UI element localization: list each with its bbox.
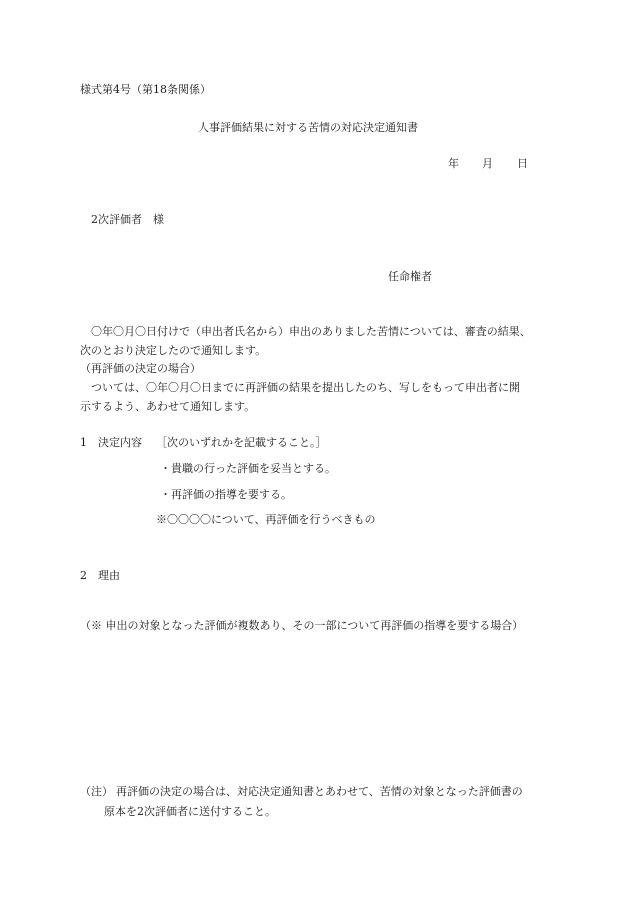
sender: 任命権者: [388, 270, 432, 283]
body-line-1: 〇年〇月〇日付けで（申出者氏名から）申出のありました苦情については、審査の結果、: [91, 325, 531, 338]
section1-instruction: ［次のいずれかを記載すること。］: [156, 436, 327, 449]
decision-option-valid: ・貴職の行った評価を妥当とする。: [160, 462, 336, 475]
date-day: 日: [517, 157, 528, 170]
section1-label: 決定内容: [98, 436, 142, 449]
decision-option-reeval: ・再評価の指導を要する。: [160, 488, 292, 501]
footnote-line-2: 原本を2次評価者に送付すること。: [104, 805, 276, 818]
decision-option-note: ※〇〇〇〇について、再評価を行うべきもの: [156, 513, 376, 526]
date-year: 年: [448, 157, 459, 170]
body-line-4: 示するよう、あわせて通知します。: [80, 400, 256, 413]
section2-number: 2: [80, 569, 87, 582]
section1-number: 1: [80, 436, 87, 449]
footnote-label: （注）: [80, 785, 113, 798]
footnote-line-1: 再評価の決定の場合は、対応決定通知書とあわせて、苦情の対象となった評価書の: [116, 785, 523, 798]
body-line-2: 次のとおり決定したので通知します。: [80, 344, 267, 357]
reeval-heading: （再評価の決定の場合）: [80, 362, 201, 375]
date-month: 月: [482, 157, 493, 170]
section2-label: 理由: [98, 569, 120, 582]
body-line-3: ついては、〇年〇月〇日までに再評価の結果を提出したのち、写しをもって申出者に開: [91, 381, 520, 394]
form-number: 様式第4号（第18条関係）: [80, 83, 211, 96]
multi-eval-note: （※ 申出の対象となった評価が複数あり、その一部について再評価の指導を要する場合）: [80, 619, 524, 632]
document-title: 人事評価結果に対する苦情の対応決定通知書: [198, 121, 418, 134]
addressee: 2次評価者 様: [91, 213, 164, 226]
